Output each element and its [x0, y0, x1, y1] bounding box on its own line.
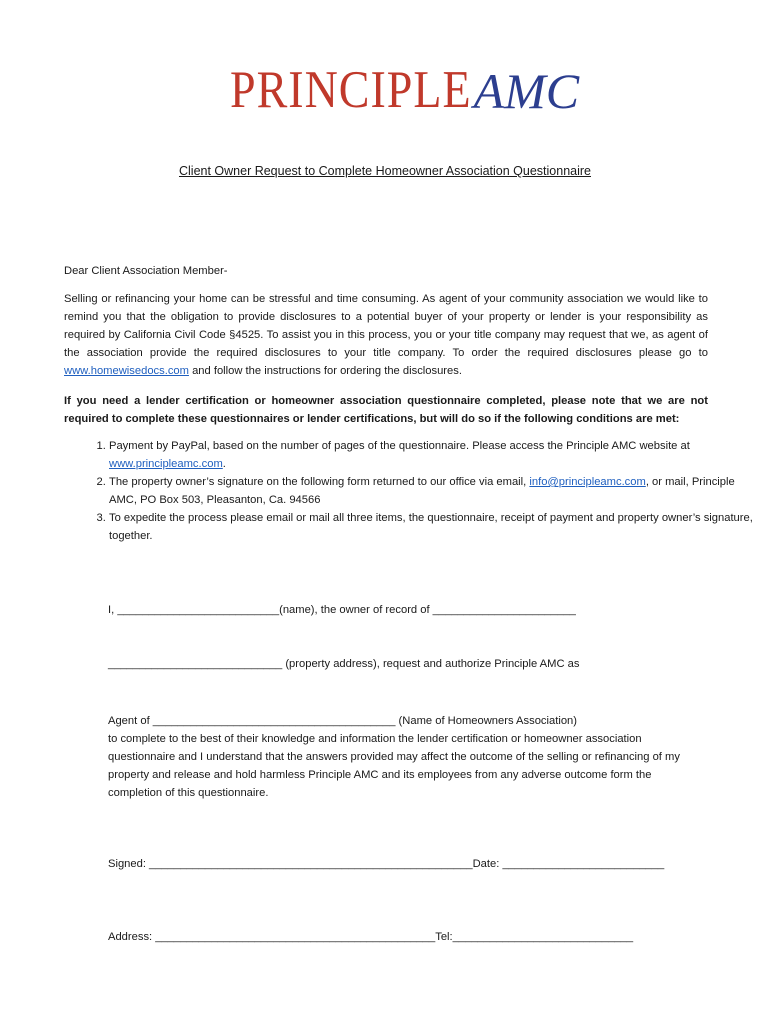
- agent-line: Agent of _______________________________________ (Name of Homeowners Association): [108, 715, 577, 727]
- homewisedocs-link[interactable]: www.homewisedocs.com: [64, 365, 189, 377]
- intro-paragraph: [64, 290, 708, 380]
- signature-date-line: Signed: ____________________________________________________Date: __________________________: [108, 858, 665, 870]
- logo-amc-text: AMC: [473, 63, 580, 119]
- conditions-list: [64, 437, 753, 545]
- property-address-line: ____________________________ (property address), request and authorize Principle AMC as: [108, 658, 580, 670]
- list-item: 2. The property owner’s signature on the following form returned to our office via email, info@principleamc.com, or mail, Principle AMC, PO Box 503, Pleasanton, Ca. 94566: [109, 473, 753, 509]
- info-email-link[interactable]: info@principleamc.com: [529, 476, 646, 488]
- list-item: 1. Payment by PayPal, based on the number of pages of the questionnaire. Please access the Principle AMC website at www.principleamc.com.: [109, 437, 753, 473]
- agreement-paragraph: to complete to the best of their knowledge and information the lender certification or homeowner association questionnaire and I understand that the answers provided may affect the outcome of the selling or refinancing of my property and release and hold harmless Principle AMC and its employees from any adverse outcome form the completion of this questionnaire.: [108, 733, 680, 799]
- intro-text-end: and follow the instructions for ordering the disclosures.: [188, 365, 462, 377]
- logo-principle-text: PRINCIPLE: [230, 59, 472, 119]
- principle-amc-logo: [230, 58, 580, 119]
- notice-paragraph: If you need a lender certification or homeowner association questionnaire completed, please note that we are not required to complete these questionnaires or lender certifications, but will do so if the following conditions are met:: [64, 395, 708, 425]
- owner-name-line: I, __________________________(name), the owner of record of _______________________: [108, 604, 576, 616]
- principleamc-website-link[interactable]: www.principleamc.com: [109, 458, 223, 470]
- list-item: 3. To expedite the process please email or mail all three items, the questionnaire, receipt of payment and property owner’s signature, together.: [109, 509, 753, 545]
- intro-text: Selling or refinancing your home can be stressful and time consuming. As agent of your community association we would like to remind you that the obligation to provide disclosures to a potential buyer of your property or lender is your responsibility as required by California Civil Code §4525. To assist you in this process, you or your title company may request that we, as agent of the association provide the required disclosures to your title company. To order the required disclosures please go to: [64, 293, 708, 359]
- address-tel-line: Address: _____________________________________________Tel:_____________________________: [108, 931, 634, 943]
- page-title: Client Owner Request to Complete Homeowner Association Questionnaire: [178, 164, 591, 178]
- salutation: Dear Client Association Member-: [64, 265, 228, 277]
